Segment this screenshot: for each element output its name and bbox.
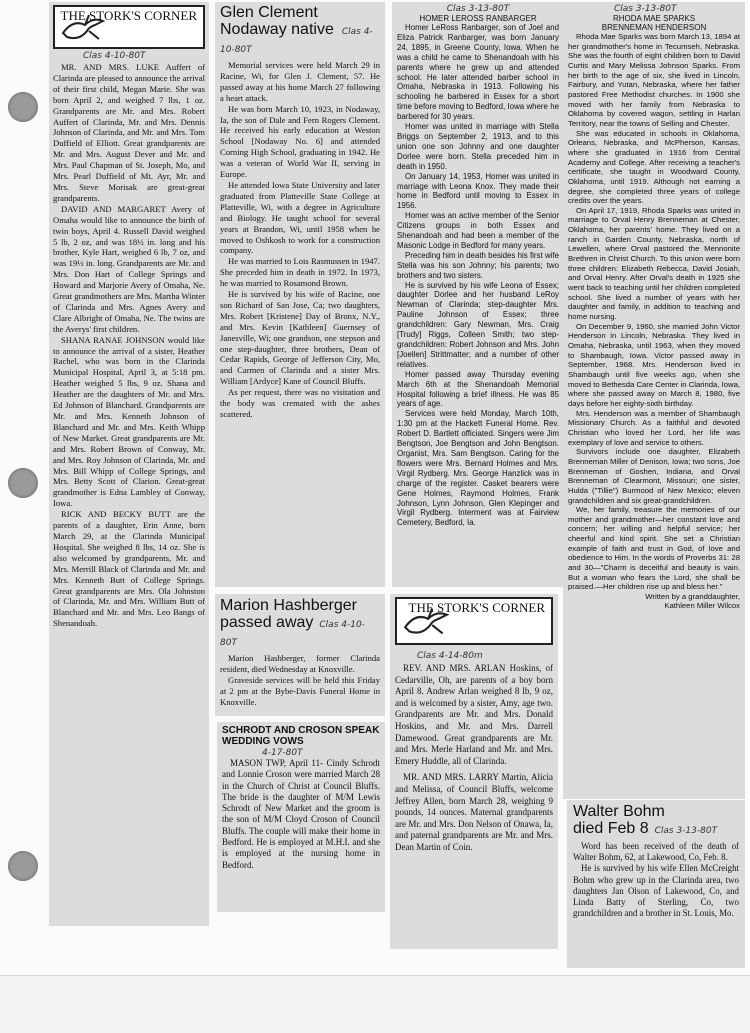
announcement: MR. AND MRS. LARRY Martin, Alicia and Melissa, of Council Bluffs, welcome Jeffrey Allen, born March 28, weighing 9 pounds, 14 ounces. Maternal grandparents are Mr. and Mrs. Don Nelson of Onawa, Ia, and paternal grandparents are Mr. and Mrs. Dean Martin of Coin. xyxy=(395,772,553,852)
paragraph: He is survived by his wife of Racine, one son Richard of San Jose, Ca; two daughters, Mrs. Robert [Kristene] Day of Bronx, N.Y., and Mrs. Kevin [Kathleen] Guernsey of Janesville, Wi; one grandson, one stepson and one step-daughter, three brothers, Dean of Cedar Rapids, George of Jefferson City, Mo, and Carmen of Clarinda and a sister Mrs. William [Ardyce] Kane of Council Bluffs. xyxy=(220,289,380,387)
storks-corner-header xyxy=(395,597,553,645)
headline: Walter Bohm xyxy=(573,803,665,820)
headline: Nodaway native xyxy=(220,21,334,38)
obituary-body xyxy=(397,23,559,528)
paragraph: Marion Hashberger, former Clarinda resident, died Wednesday at Knoxville. xyxy=(220,653,380,674)
paragraph: He attended Iowa State University and later graduated from Platteville State College at Platteville, Wi, with a degree in Agriculture and Biology. He taught school for several years at Brandon, Wi, until 1958 when he moved to Oshkosh to work for a construction company. xyxy=(220,179,380,256)
handwritten-date: 4-17-80T xyxy=(262,748,303,758)
paragraph: On April 17, 1919, Rhoda Sparks was united in marriage to Orval Henry Brenneman at Chester, Oklahoma, her parents' home. They lived on a ranch in Garden County, Nebraska, north of Lewellen, where Orval pastored the Mennonite Brethren in Christ Church. To this union were born three children: Elizabeth Rebecca, David Josiah, and Orval Henry. After Orval's death in 1925 she went back to teaching until her children completed school. She lived a number of years with her daughter and family, in addition to teaching and home nursing. xyxy=(568,205,740,322)
storks-corner-title: THE STORK'S CORNER xyxy=(408,600,545,615)
paragraph: As per request, there was no visitation and the body was cremated with the ashes scattered. xyxy=(220,387,380,419)
subhead: BRENNEMAN HENDERSON xyxy=(601,23,707,32)
binder-hole xyxy=(8,92,38,122)
paragraph: Homer LeRoss Ranbarger, son of Joel and Eliza Patrick Ranbarger, was born January 24, 1895, in Greene County, Iowa. When he was a child he came to Shenandoah with his parents where he grew up and attended school. He later attended barber school in Omaha, Nebraska in 1913. Following his schooling he barbered in Essex for a short time before moving to Bedford, Iowa where he barbered for 30 years. xyxy=(397,23,559,122)
paragraph: On January 14, 1953, Homer was united in marriage with Leona Knox. They made their home in Bedford until moving to Essex in 1956. xyxy=(397,171,559,211)
walter-bohm-obituary xyxy=(567,800,745,968)
homer-ranbarger-obituary xyxy=(392,2,564,587)
announcement: DAVID AND MARGARET Avery of Omaha would like to announce the birth of twin boys, April 4. Russell David weighed 5 lb, 2 oz, and was 18½ in. long and his brother, Kyle Hart, weighed 6 lb, 7 oz, and was 19½ in. long. Grandparents are Mr. and Mrs. Don Hart of College Springs and Howard and Marjorie Avery of Omaha, Ne. Great grandmothers are Mrs. Martha Winter of Clarinda and Mrs. Agnes Avery and Clare Albright of Omaha, Ne. The twins are the Averys' first children. xyxy=(53,203,205,334)
handwritten-date: Clas 3-13-80T xyxy=(614,4,677,14)
paragraph: Preceding him in death besides his first wife Stella was his son Johnny; his parents; two brothers and two sisters. xyxy=(397,250,559,280)
handwritten-date: Clas 3-13-80T xyxy=(446,4,510,14)
storks-corner-title: THE STORK'S CORNER xyxy=(60,8,197,23)
paragraph: Services were held Monday, March 10th, 1:30 pm at the Hackett Funeral Home. Rev. Robert D. Bartlett officiated. Singers were Jim Bengtson, Joe Bengtson and John Bengtson. Organist, Mrs. Sam Bengtson. Caring for the flowers were Mrs. Bernard Holmes and Mrs. Virgil Rydberg. Mrs. George Hanzlick was in charge of the register. Casket bearers were Gene Holmes, Raymond Holmes, Frank Johnson, Lynn Johnson, Glen Klepinger and Virgil Rydberg. Interment was at Fairview Cemetery, Bedford, Ia. xyxy=(397,409,559,528)
paragraph: He was married to Lois Rasmussen in 1947. She preceded him in death in 1972. In 1973, he was married to Rosamond Brown. xyxy=(220,256,380,289)
announcement: SHANA RANAE JOHNSON would like to announce the arrival of a sister, Heather Rachel, who was born in the Clarinda Municipal Hospital, April 3, at 5:18 pm. Heather weighed 5 lbs, 9 oz. Shana and Heather are the daughters of Mr. and Mrs. Ed Johnson of Blanchard. Grandparents are Mr. and Mrs. Kenneth Johnson of Blanchard and Mr. and Mrs. Keith Whipp of New Market. Great grandparents are Mr. and Mrs. Robert Brown of Conway, Mr. and Mrs. Roy Johnson of Clarinda, Mr. and Mrs. Bill Whipp of College Springs, and Mrs. Betty Scott of Clarion. Great-great grandmother is Edna Lambley of Conway, Iowa. xyxy=(53,334,205,509)
announcement: RICK AND BECKY BUTT are the parents of a daughter, Erin Anne, born March 29, at the Clarinda Municipal Hospital. She weighed 8 lbs, 14 oz. She is also welcomed by grandparents, Mr. and Mrs. Merrill Black of Clarinda and Mr. and Mrs. Kenneth Butt of College Springs. Great grandparents are Mrs. Ola Johnston of Clarinda, Mr. and Mrs. William Butt of Blanchard and Mr. and Mrs. Leo Bangs of Shenandoah. xyxy=(53,509,205,629)
paragraph: He is survived by his wife Leona of Essex; daughter Dorlee and her husband LeRoy Newman of Clarinda; step-daughter Mrs. Pauline Johnson of Essex; three grandchildren: Gary Newman, Mrs. Craig [Trudy] Riggs, Colleen Smith; two step-grandchildren: Robert Johnson and Mrs. John [Joellen] Strittmatter; and a number of other relatives. xyxy=(397,280,559,369)
paragraph: He was born March 10, 1923, in Nodaway, Ia, the son of Dale and Fern Rogers Clement. He received his early education at Weston School [Nodaway No. 6] and attended Corning High School, graduating in 1942. He was a veteran of World War II, serving in Europe. xyxy=(220,103,380,180)
storks-corner-header xyxy=(53,5,205,49)
headline: passed away xyxy=(220,614,314,631)
binder-hole xyxy=(8,468,38,498)
headline: SCHRODT AND CROSON SPEAK WEDDING VOWS xyxy=(222,725,380,747)
paragraph: On December 9, 1960, she married John Victor Henderson in Lincoln, Nebraska. They lived in Omaha, Nebraska, until 1963, when they moved to Shambaugh, Iowa. Victor passed away in September, 1968. Mrs. Henderson lived in Shambaugh until five weeks ago, when she moved to Bethesda Care Center in Clarinda, Iowa, where she passed away on March 8, 1980, five days before her eighty-sixth birthday. xyxy=(568,321,740,408)
article-body xyxy=(222,758,380,871)
handwritten-date: Clas 3-13-80T xyxy=(654,826,718,836)
obituary-body xyxy=(220,60,380,420)
handwritten-date: Clas 4-10-80T xyxy=(220,27,373,55)
obituary-body xyxy=(573,841,739,919)
announcement: REV. AND MRS. ARLAN Hoskins, of Cedarville, Oh, are parents of a boy born April 8. Andrew Arlan weighed 8 lb, 9 oz, and is welcomed by a sister, Amy, age two. Grandparents are Mr. and Mrs. Donald Hoskins, and Mr. and Mrs. Darrell Damewood. Great grandparents are Mr. and Mrs. Merle Harland and Mr. and Mrs. Emery Huddle, all of Clarinda. xyxy=(395,663,553,766)
credit: Written by a granddaughter, xyxy=(645,592,740,602)
paragraph: We, her family, treasure the memories of our mother and grandmother—her constant love and concern; her willing and helpful service; her cheerful and kind spirit. She set a Christian example of faith and trust in God, of love and obedience to Him. In the words of Proverbs 31: 28 and 30—"Charm is deceitful and beauty is vain. But a woman who fears the Lord, she shall be praised.—Her children rise up and bless her." xyxy=(568,505,740,592)
paragraph: Homer passed away Thursday evening March 6th at the Shenandoah Memorial Hospital following a brief illness. He was 85 years of age. xyxy=(397,369,559,409)
credit: Kathleen Miller Wilcox xyxy=(664,601,740,611)
obituary-body xyxy=(568,32,740,592)
paragraph: Word has been received of the death of Walter Bohm, 62, at Lakewood, Co, Feb. 8. xyxy=(573,841,739,863)
handwritten-date: Clas 4-14-80m xyxy=(417,651,483,661)
handwritten-date: Clas 4-10-80T xyxy=(220,620,365,648)
handwritten-date: Clas 4-10-80T xyxy=(83,51,146,61)
paragraph: He is survived by his wife Ellen McCreight Bohm who grew up in the Clarinda area, two daughters Jan Olson of Lakewood, Co, and Linda Batty of Sterling, Co, two grandchildren and a brother in St. Louis, Mo. xyxy=(573,863,739,919)
announcements xyxy=(395,663,553,854)
schrodt-croson-wedding xyxy=(217,722,385,912)
headline: Glen Clement xyxy=(220,4,318,21)
paragraph: Homer was an active member of the Senior Citizens groups in both Essex and Shenandoah and had been a member of the Masonic Lodge in Bedford for many years. xyxy=(397,211,559,250)
marion-hashberger-obituary xyxy=(215,594,385,716)
glen-clement-obituary xyxy=(215,2,385,587)
obituary-body xyxy=(220,653,380,708)
headline: Marion Hashberger xyxy=(220,597,357,614)
storks-corner-clipping-2 xyxy=(390,594,558,949)
subhead: HOMER LEROSS RANBARGER xyxy=(419,14,537,23)
paragraph: MASON TWP, April 11- Cindy Schrodt and Lonnie Croson were married March 28 in the Church of Christ at Council Bluffs. The bride is the daughter of M/M Lewis Schrodt of New Market and the groom is the son of M/M Cloyd Croson of Council Bluffs. The couple will make their home in Bedford. He is employed at M.H.I. and she is employed at the nursing home in Bedford. xyxy=(222,758,380,870)
paragraph: Survivors include one daughter, Elizabeth Brenneman Miller of Denison, Iowa; two sons, Joe Brenneman of Goshen, Indiana, and Orval Brenneman of Clearmont, Missouri; one sister, Hulda ("Tillie") Burmood of New Mexico; eleven grandchildren and six great-grandchildren. xyxy=(568,447,740,505)
storks-corner-clipping-1 xyxy=(49,2,209,926)
paragraph: Homer was united in marriage with Stella Briggs on September 2, 1913, and to this union one son Johnny and one daughter Dorlee were born. Stella preceded him in death in 1950. xyxy=(397,122,559,171)
paragraph: She was educated in schools in Oklahoma, Orleans, Nebraska, and McPherson, Kansas, where she graduated in 1916 from Central Academy and College. After receiving a teacher's certificate, she taught in Woodward County, Oklahoma, until 1919. Although not earning a degree, she completed three years of college credits over the years. xyxy=(568,128,740,206)
paragraph: Memorial services were held March 29 in Racine, Wi, for Glen J. Clement, 57. He passed away at his home March 27 following a heart attack. xyxy=(220,60,380,103)
announcements xyxy=(53,62,205,629)
paragraph: Graveside services will be held this Friday at 2 pm at the Bybe-Davis Funeral Home in Knoxville. xyxy=(220,674,380,707)
paragraph: Mrs. Henderson was a member of Shambaugh Missionary Church. As a faithful and devoted Christian who loved her Lord, her life was exemplary of love and service to others. xyxy=(568,408,740,447)
headline: died Feb 8 xyxy=(573,820,649,837)
paragraph: Rhoda Mae Sparks was born March 13, 1894 at her grandmother's home in Tecumseh, Nebraska. She was the fourth of eight children born to David Curtis and Mary Melissa Johnson Sparks. From her birth to the age of six, she lived in Lincoln, Fairbury, and Yutan, Nebraska, where her father pastored Free Methodist churches. In 1900 she moved with her family from Nebraska to Oklahoma by covered wagon, settling in Harlan Territory, near the towns of Selling and Chester. xyxy=(568,32,740,128)
rhoda-henderson-obituary xyxy=(563,2,745,799)
binder-hole xyxy=(8,851,38,881)
subhead: RHODA MAE SPARKS xyxy=(612,14,696,23)
announcement: MR. AND MRS. LUKE Auffert of Clarinda are pleased to announce the arrival of their first child, Megan Marie. She was born April 2, and weighed 7 lbs, 1 oz. Grandparents are Mr. and Mrs. Robert Auffert of Clarinda, Mr. and Mrs. Dennis Johnson of Clarinda, and Mr. and Mrs. Tom Duffield of Elliott. Great grandparents are Mr. and Mrs. August Dever and Mr. and Mrs. Paul Chapman of St. Joseph, Mo, and Mrs. Pearl Duffield of Mt. Ayr, Mr. and Mrs. Steve Morisak are great-great grandparents. xyxy=(53,62,205,203)
